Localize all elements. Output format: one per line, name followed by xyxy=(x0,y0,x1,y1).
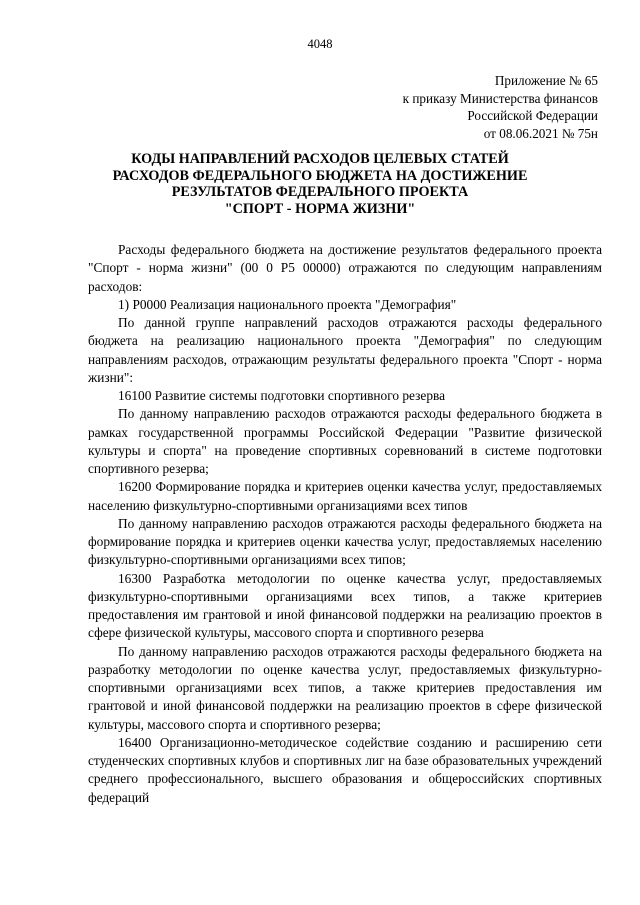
paragraph: По данному направлению расходов отражаются расходы федерального бюджета в рамках государственной программы Российской Федерации "Развитие физической культуры и спорта" на проведение спортивных соревнований в системе подготовки спортивного резерва; xyxy=(88,406,602,476)
appendix-line: к приказу Министерства финансов xyxy=(402,90,598,106)
paragraph: 1) Р0000 Реализация национального проекта "Демография" xyxy=(118,296,457,312)
paragraph: 16400 Организационно-методическое содействие созданию и расширению сети студенческих спортивных клубов и спортивных лиг на базе образовательных учреждений среднего профессионального, высшего образования и общероссийских спортивных федераций xyxy=(88,734,602,805)
appendix-line: Приложение № 65 xyxy=(494,73,598,88)
paragraph: По данному направлению расходов отражаются расходы федерального бюджета на формирование порядка и критериев оценки качества услуг, предоставляемых населению физкультурно-спортивными организациями всех типов; xyxy=(88,515,602,568)
paragraph: 16200 Формирование порядка и критериев оценки качества услуг, предоставляемых населению физкультурно-спортивными организациями всех типов xyxy=(88,479,602,513)
title-line: РЕЗУЛЬТАТОВ ФЕДЕРАЛЬНОГО ПРОЕКТА xyxy=(171,184,469,200)
title-line: КОДЫ НАПРАВЛЕНИЙ РАСХОДОВ ЦЕЛЕВЫХ СТАТЕЙ xyxy=(131,151,509,167)
title-line: "СПОРТ - НОРМА ЖИЗНИ" xyxy=(224,200,416,217)
appendix-line: от 08.06.2021 № 75н xyxy=(483,125,598,141)
paragraph: По данной группе направлений расходов отражаются расходы федерального бюджета на реализацию национального проекта "Демография" по следующим направлениям расходов, отражающим результаты федерального проекта "Спорт - норма жизни": xyxy=(88,315,602,385)
paragraph: 16300 Разработка методологии по оценке качества услуг, предоставляемых физкультурно-спортивными организациями всех типов, а также критериев предоставления им грантовой и иной финансовой поддержки на реализацию проектов в сфере физической культуры, массового спорта и спортивного резерва xyxy=(88,570,602,641)
document-body xyxy=(88,241,602,807)
paragraph: По данному направлению расходов отражаются расходы федерального бюджета на разработку методологии по оценке качества услуг, предоставляемых физкультурно-спортивными организациями всех типов, а также критериев предоставления им грантовой и иной финансовой поддержки на реализацию проектов в сфере физической культуры, массового спорта и спортивного резерва; xyxy=(88,643,602,732)
page-number: 4048 xyxy=(307,37,333,51)
paragraph: Расходы федерального бюджета на достижение результатов федерального проекта "Спорт - норма жизни" (00 0 Р5 00000) отражаются по следующим направлениям расходов: xyxy=(88,242,602,294)
paragraph: 16100 Развитие системы подготовки спортивного резерва xyxy=(118,388,446,403)
appendix-line: Российской Федерации xyxy=(467,108,598,123)
appendix-header xyxy=(403,72,598,142)
document-title xyxy=(60,151,580,217)
title-line: РАСХОДОВ ФЕДЕРАЛЬНОГО БЮДЖЕТА НА ДОСТИЖЕНИЕ xyxy=(112,167,528,184)
